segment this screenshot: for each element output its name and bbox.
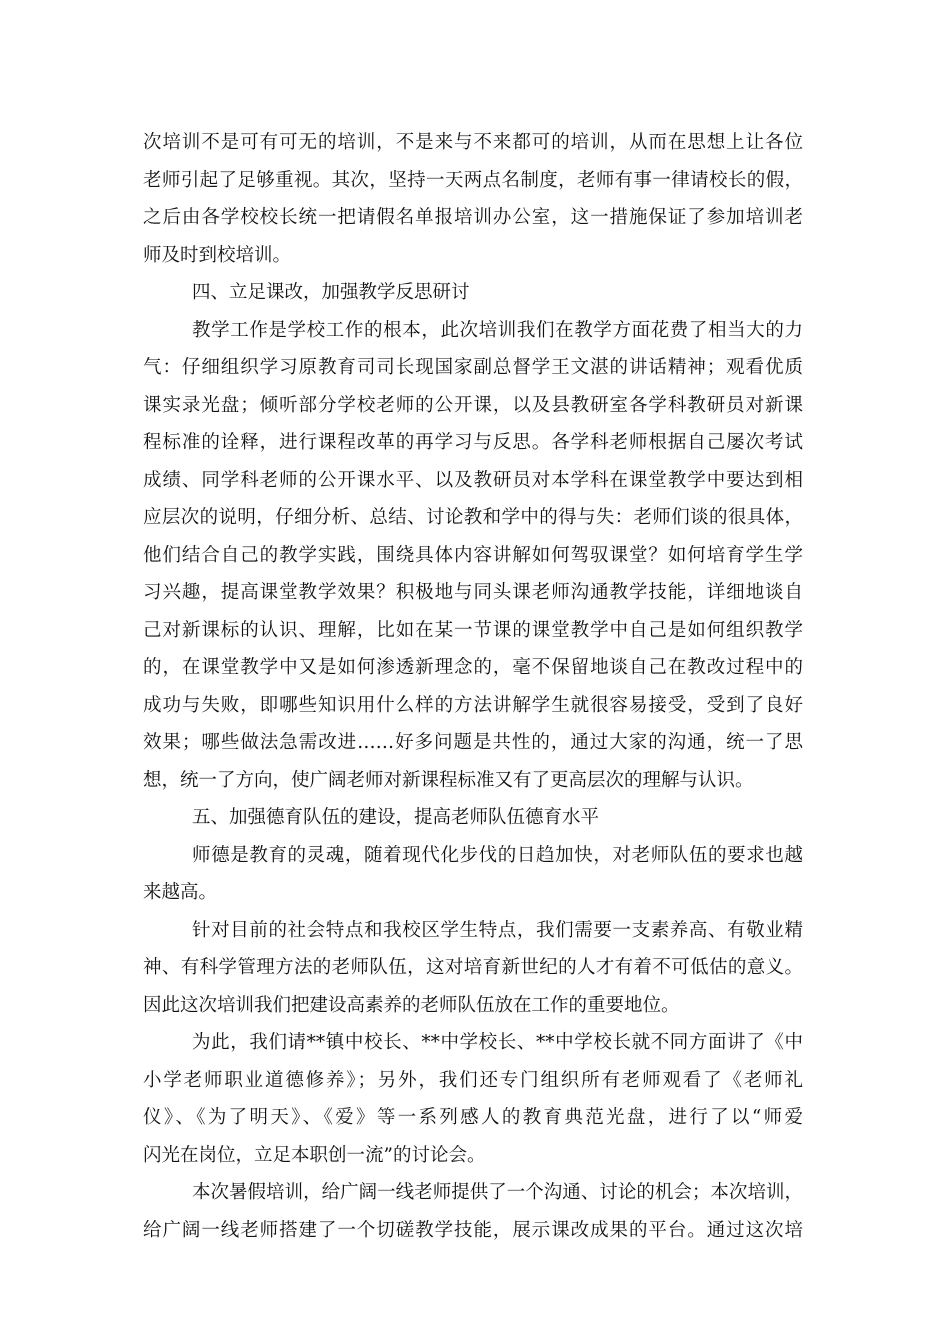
text-line: 神、有科学管理方法的老师队伍，这对培育新世纪的人才有着不可低估的意义。 [143,957,803,978]
text-line: 想，统一了方向，使广阔老师对新课程标准又有了更高层次的理解与认识。 [143,769,754,791]
text-line: 针对目前的社会特点和我校区学生特点，我们需要一支素养高、有敬业精 [192,919,803,941]
text-line: 仪》、《为了明天》、《爱》等一系列感人的教育典范光盘，进行了以“师爱 [143,1107,803,1128]
text-line: 老师引起了足够重视。其次，坚持一天两点名制度，老师有事一律请校长的假， [143,169,803,191]
text-line: 效果；哪些做法急需改进……好多问题是共性的，通过大家的沟通，统一了思 [143,732,803,753]
text-line: 次培训不是可有可无的培训，不是来与不来都可的培训，从而在思想上让各位 [143,132,803,153]
text-line: 成绩、同学科老师的公开课水平、以及教研员对本学科在课堂教学中要达到相 [143,469,803,491]
text-line: 习兴趣，提高课堂教学效果？积极地与同头课老师沟通教学技能，详细地谈自 [143,582,803,603]
text-line: 的，在课堂教学中又是如何渗透新理念的，毫不保留地谈自己在教改过程中的 [143,657,803,678]
text-line: 师德是教育的灵魂，随着现代化步伐的日趋加快，对老师队伍的要求也越 [192,844,803,866]
text-line: 四、立足课改，加强教学反思研讨 [192,282,470,303]
text-line: 气：仔细组织学习原教育司司长现国家副总督学王文湛的讲话精神；观看优质 [143,357,803,378]
text-line: 他们结合自己的教学实践，围绕具体内容讲解如何驾驭课堂？如何培育学生学 [143,544,803,566]
text-line: 成功与失败，即哪些知识用什么样的方法讲解学生就很容易接受，受到了良好 [143,694,803,716]
text-line: 小学老师职业道德修养》；另外，我们还专门组织所有老师观看了《老师礼 [143,1069,803,1091]
text-line: 程标准的诠释，进行课程改革的再学习与反思。各学科老师根据自己屡次考试 [143,432,803,453]
text-line: 本次暑假培训，给广阔一线老师提供了一个沟通、讨论的机会；本次培训， [192,1182,803,1203]
text-line: 来越高。 [143,882,218,903]
text-line: 为此，我们请**镇中校长、**中学校长、**中学校长就不同方面讲了《中 [192,1032,803,1053]
text-line: 应层次的说明，仔细分析、总结、讨论教和学中的得与失：老师们谈的很具体， [143,507,803,528]
text-line: 师及时到校培训。 [143,244,292,266]
text-line: 之后由各学校校长统一把请假名单报培训办公室，这一措施保证了参加培训老 [143,207,803,228]
text-line: 给广阔一线老师搭建了一个切磋教学技能，展示课改成果的平台。通过这次培 [143,1219,803,1241]
text-line: 五、加强德育队伍的建设，提高老师队伍德育水平 [192,807,600,828]
text-line: 教学工作是学校工作的根本，此次培训我们在教学方面花费了相当大的力 [192,319,803,341]
body-text [143,124,803,1249]
text-line: 己对新课标的认识、理解，比如在某一节课的课堂教学中自己是如何组织教学 [143,619,803,641]
text-line: 课实录光盘；倾听部分学校老师的公开课，以及县教研室各学科教研员对新课 [143,394,803,416]
text-line: 闪光在岗位，立足本职创一流”的讨论会。 [143,1144,486,1166]
text-line: 因此这次培训我们把建设高素养的老师队伍放在工作的重要地位。 [143,994,680,1016]
